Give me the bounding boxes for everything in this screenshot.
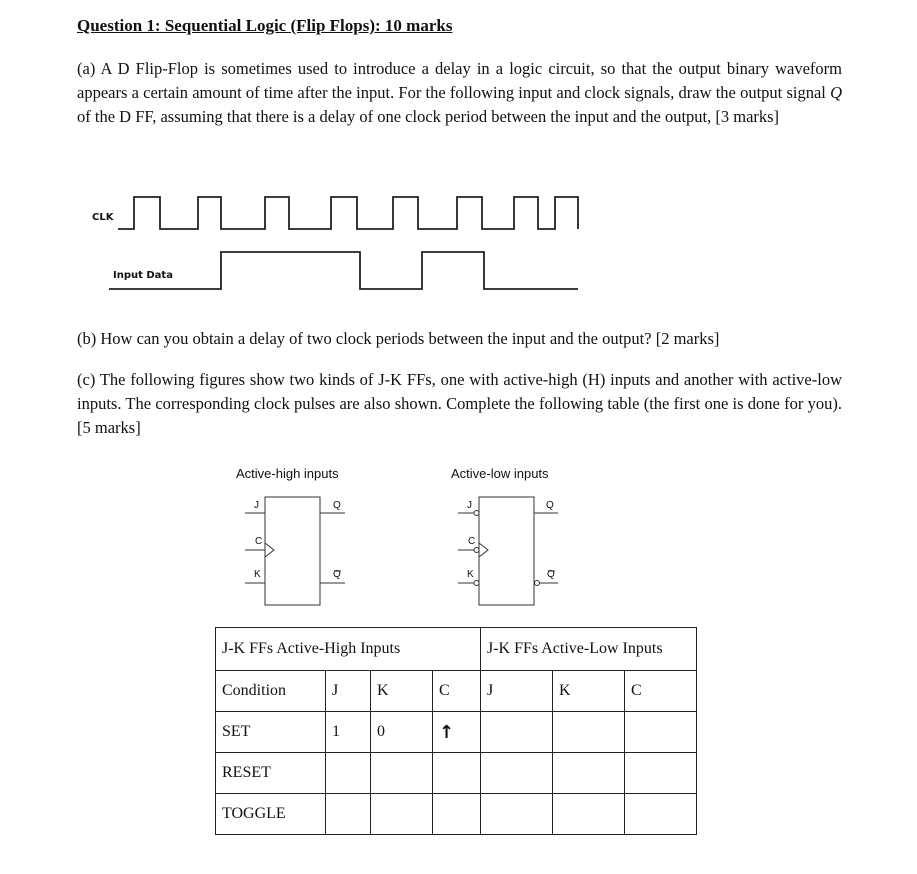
active-low-qbar-bubble	[535, 581, 540, 586]
active-high-pin-k: K	[254, 569, 261, 580]
row-condition: TOGGLE	[216, 794, 326, 835]
input-data-label: Input Data	[113, 270, 173, 281]
active-low-c-bubble	[474, 548, 479, 553]
cell-j-high[interactable]	[326, 753, 371, 794]
cell-c-low[interactable]	[625, 753, 697, 794]
table-row	[216, 712, 697, 753]
cell-c-high[interactable]: ↑	[433, 712, 481, 753]
active-low-pin-j: J	[467, 500, 472, 511]
table-row	[216, 753, 697, 794]
cell-c-high[interactable]	[433, 794, 481, 835]
col-k-high: K	[371, 671, 433, 712]
cell-c-high[interactable]	[433, 753, 481, 794]
cell-k-low[interactable]	[553, 794, 625, 835]
part-a-text-before: (a) A D Flip-Flop is sometimes used to introduce a delay in a logic circuit, so that the output binary waveform appears a certain amount of time after the input. For the following input and clock signals, draw the output signal	[77, 59, 842, 102]
cell-k-low[interactable]	[553, 753, 625, 794]
part-c-text: (c) The following figures show two kinds of J-K FFs, one with active-high (H) inputs and another with active-low inputs. The corresponding clock pulses are also shown. Complete the following table (the first one is done for you). [5 marks]	[77, 370, 842, 437]
table-column-row	[216, 671, 697, 712]
active-high-pin-c: C	[255, 536, 263, 547]
question-title: Question 1: Sequential Logic (Flip Flops): 10 marks	[77, 16, 453, 35]
active-low-pin-q: Q	[546, 500, 554, 511]
part-b-text: (b) How can you obtain a delay of two clock periods between the input and the output? [2 marks]	[77, 329, 720, 348]
table-header-row	[216, 628, 697, 671]
col-c-low: C	[625, 671, 697, 712]
cell-k-high[interactable]: 0	[371, 712, 433, 753]
active-low-j-bubble	[474, 511, 479, 516]
active-low-pin-k: K	[467, 569, 474, 580]
active-high-caption: Active-high inputs	[236, 466, 339, 481]
active-low-pin-c: C	[468, 536, 476, 547]
table-row	[216, 794, 697, 835]
col-k-low: K	[553, 671, 625, 712]
active-high-pin-qbar: Q	[333, 569, 341, 580]
col-j-low: J	[481, 671, 553, 712]
cell-j-low[interactable]	[481, 794, 553, 835]
active-low-pin-qbar: Q	[547, 569, 555, 580]
row-condition: RESET	[216, 753, 326, 794]
cell-j-low[interactable]	[481, 712, 553, 753]
header-active-low: J-K FFs Active-Low Inputs	[481, 628, 697, 671]
cell-c-low[interactable]	[625, 712, 697, 753]
clk-label: CLK	[92, 212, 114, 223]
cell-j-low[interactable]	[481, 753, 553, 794]
q-symbol: Q	[830, 83, 842, 102]
cell-j-high[interactable]	[326, 794, 371, 835]
active-high-pin-j: J	[254, 500, 259, 511]
active-low-k-bubble	[474, 581, 479, 586]
col-c-high: C	[433, 671, 481, 712]
row-condition: SET	[216, 712, 326, 753]
cell-j-high[interactable]: 1	[326, 712, 371, 753]
cell-k-high[interactable]	[371, 794, 433, 835]
part-a-text-after: of the D FF, assuming that there is a delay of one clock period between the input and the output, [3 marks]	[77, 107, 780, 126]
active-high-pin-q: Q	[333, 500, 341, 511]
active-low-clock-triangle	[479, 543, 488, 557]
active-high-clock-triangle	[265, 543, 274, 557]
col-condition: Condition	[216, 671, 326, 712]
cell-c-low[interactable]	[625, 794, 697, 835]
header-active-high: J-K FFs Active-High Inputs	[216, 628, 481, 671]
col-j-high: J	[326, 671, 371, 712]
cell-k-high[interactable]	[371, 753, 433, 794]
cell-k-low[interactable]	[553, 712, 625, 753]
jk-condition-table	[215, 627, 697, 835]
active-low-caption: Active-low inputs	[451, 466, 549, 481]
